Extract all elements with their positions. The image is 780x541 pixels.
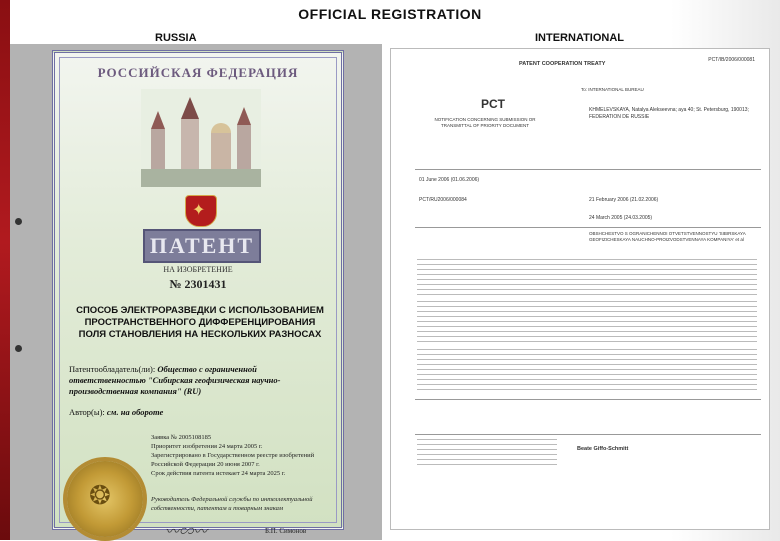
document-number: PCT/IB/2006/000081: [708, 57, 755, 63]
registered-line: Зарегистрировано в Государственном реестре изобретений Российской Федерации 20 июня 2007 г.: [151, 452, 315, 468]
paragraph-2: [417, 301, 757, 345]
owner-value: Общество с ограниченной ответственностью "Сибирская геофизическая научно-производственная компания" (RU): [69, 364, 281, 396]
registration-details: [151, 433, 341, 478]
signature-icon: 〰∽〰: [165, 525, 207, 540]
kremlin-illustration: [141, 89, 261, 187]
owner-label: Патентообладатель(ли):: [69, 364, 156, 374]
priority-line: Приоритет изобретения 24 марта 2005 г.: [151, 443, 263, 450]
international-filing-date: 21 February 2006 (21.02.2006): [589, 197, 659, 203]
author-label: Автор(ы):: [69, 407, 105, 417]
priority-date: 24 March 2005 (24.03.2005): [589, 215, 653, 221]
patent-owner: [69, 364, 331, 397]
bureau-address: [417, 439, 557, 469]
binder-hole-icon: [15, 218, 22, 225]
patent-banner: ПАТЕНТ: [143, 229, 261, 263]
left-red-bar: [0, 0, 10, 540]
certificate-heading: РОССИЙСКАЯ ФЕДЕРАЦИЯ: [97, 65, 299, 80]
applicant-name: OBSHCHESTVO S OGRANICHENNOI OTVETSTVENNOSTYU 'SIBIRSKAYA GEOFIZICHESKAYA NAUCHNO-PROIZVODSTVENNAYA KOMPANIYA' et al: [589, 231, 746, 242]
paragraph-1: [417, 259, 757, 295]
divider-line: [415, 227, 761, 228]
paragraph-3: [417, 349, 757, 393]
divider-line: [415, 169, 761, 170]
date-of-mailing: 01 June 2006 (01.06.2006): [419, 177, 480, 183]
binder-hole-icon: [15, 345, 22, 352]
divider-line: [415, 399, 761, 400]
page-title: OFFICIAL REGISTRATION: [298, 6, 482, 22]
expiry-line: Срок действия патента истекает 24 марта 2025 г.: [151, 470, 286, 477]
notification-title: NOTIFICATION CONCERNING SUBMISSION OR TRANSMITTAL OF PRIORITY DOCUMENT: [434, 117, 536, 128]
patent-number: № 2301431: [169, 277, 227, 291]
recipient-address: KHMELEVSKAYA, Natalya Alekseevna; aya 40; St. Petersburg, 190013; FEDERATION DE RUSSIE: [589, 107, 749, 120]
pct-notification-document: [390, 48, 770, 530]
gold-seal-icon: ❂: [67, 461, 143, 537]
application-line: Заявка № 2005108185: [151, 434, 212, 441]
treaty-title: PATENT COOPERATION TREATY: [519, 61, 606, 67]
divider-line: [415, 434, 761, 435]
patent-authors: [69, 407, 163, 417]
invention-subtitle: НА ИЗОБРЕТЕНИЕ: [163, 265, 233, 274]
international-application-number: PCT/RU2006/000084: [419, 197, 467, 203]
recipient-label: To: INTERNATIONAL BUREAU: [581, 87, 644, 92]
federal-service-text: Руководитель Федеральной службы по интеллектуальной собственности, патентам и товарным знакам: [151, 496, 313, 512]
author-value: см. на обороте: [106, 407, 164, 417]
double-eagle-emblem: ✦: [185, 195, 217, 227]
pct-label: PCT: [481, 97, 505, 111]
international-label: INTERNATIONAL: [535, 32, 625, 44]
invention-title: СПОСОБ ЭЛЕКТРОРАЗВЕДКИ С ИСПОЛЬЗОВАНИЕМ ПРОСТРАНСТВЕННОГО ДИФФЕРЕНЦИРОВАНИЯ ПОЛЯ СТАНОВЛЕНИЯ НА НЕСКОЛЬКИХ РАЗНОСАХ: [76, 305, 324, 340]
authorized-officer: Beate Giffo-Schmitt: [577, 446, 629, 452]
signature-name: Б.П. Симонов: [265, 527, 307, 535]
russia-label: RUSSIA: [155, 32, 197, 44]
russian-patent-certificate: [52, 50, 344, 540]
